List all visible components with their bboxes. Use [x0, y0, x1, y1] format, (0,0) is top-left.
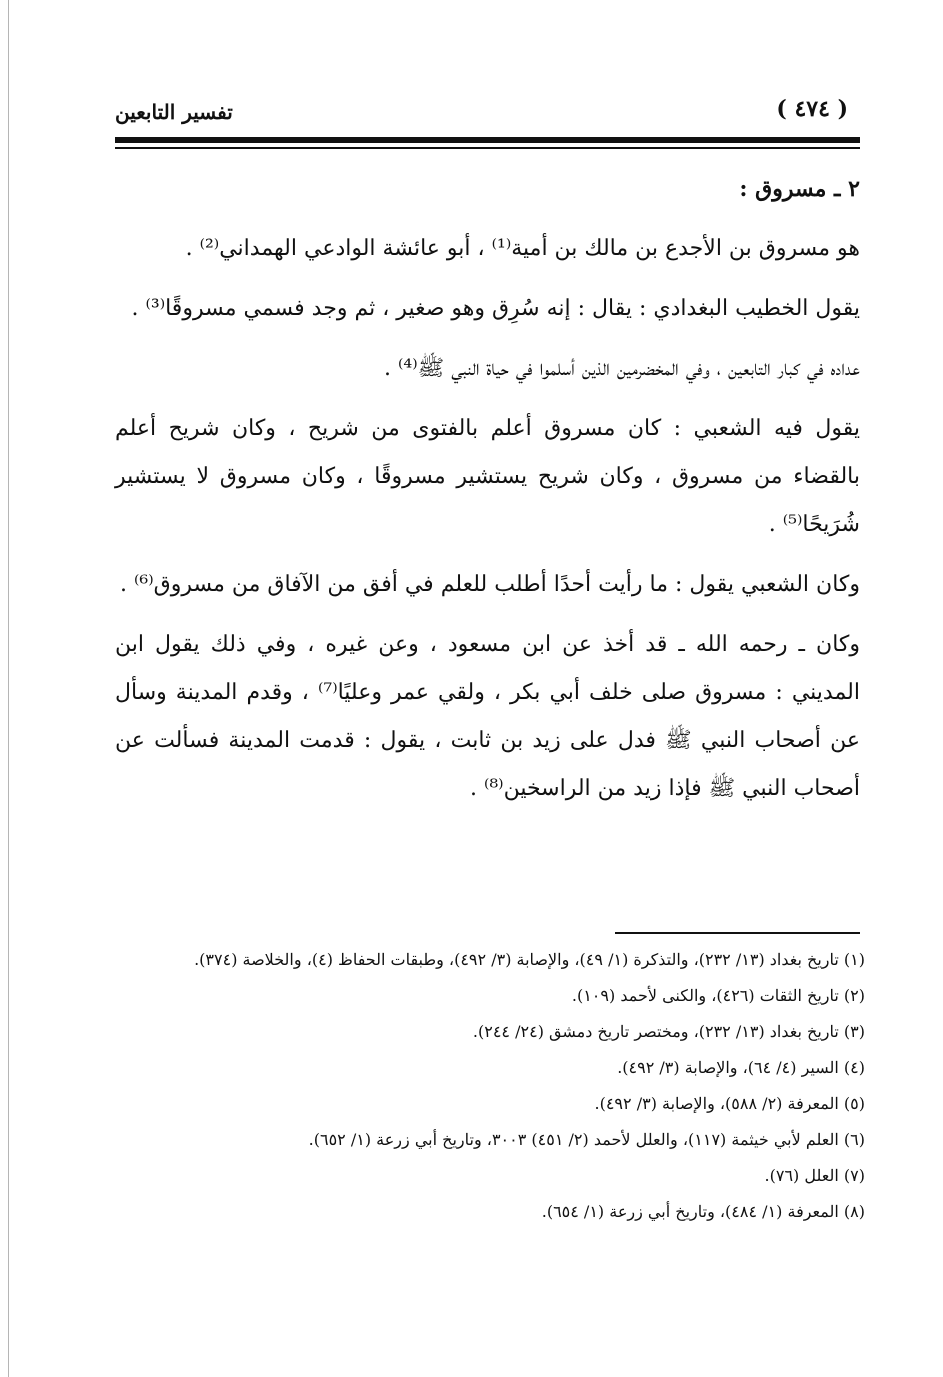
footnote-1: (١) تاريخ بغداد (١٣/ ٢٣٢)، والتذكرة (١/ ٤٩)، والإصابة (٣/ ٤٩٢)، وطبقات الحفاظ (٤)، والخلاصة (٣٧٤). — [194, 950, 865, 969]
paragraph-shabi-fatwa: يقول فيه الشعبي : كان مسروق أعلم بالفتوى من شريح ، وكان شريح أعلم بالقضاء من مسروق ، وكان شريح يستشير مسروقًا ، وكان مسروق لا يستشير شُرَيحًا⁽⁵⁾ . — [115, 416, 860, 537]
footnote-4: (٤) السير (٤/ ٦٤)، والإصابة (٣/ ٤٩٢). — [617, 1058, 865, 1077]
footnote-3: (٣) تاريخ بغداد (١٣/ ٢٣٢)، ومختصر تاريخ دمشق (٢٤/ ٢٤٤). — [472, 1022, 865, 1041]
running-header — [115, 96, 860, 136]
page-edge-line — [8, 0, 9, 1377]
page-number: ( ٤٧٤ ) — [776, 96, 848, 122]
header-rule-thin — [115, 147, 860, 149]
book-title: تفسير التابعين — [115, 100, 233, 124]
footnote-2: (٢) تاريخ الثقات (٤٢٦)، والكنى لأحمد (١٠٩). — [571, 986, 865, 1005]
paragraph-khatib: يقول الخطيب البغدادي : يقال : إنه سُرِق وهو صغير ، ثم وجد فسمي مسروقًا⁽³⁾ . — [131, 296, 860, 321]
footnote-5: (٥) المعرفة (٢/ ٥٨٨)، والإصابة (٣/ ٤٩٢). — [594, 1094, 865, 1113]
paragraph-teachers: وكان ـ رحمه الله ـ قد أخذ عن ابن مسعود ، وعن غيره ، وفي ذلك يقول ابن المديني : مسروق صلى خلف أبي بكر ، ولقي عمر وعليًا⁽⁷⁾ ، وقدم المدينة وسأل عن أصحاب النبي ﷺ فدل على زيد بن ثابت ، يقول : قدمت المدينة فسألت عن أصحاب النبي ﷺ فإذا زيد من الراسخين⁽⁸⁾ . — [115, 632, 860, 801]
footnote-6: (٦) العلم لأبي خيثمة (١١٧)، والعلل لأحمد (٢/ ٤٥١) ٣٠٠٣، وتاريخ أبي زرعة (١/ ٦٥٢). — [308, 1130, 865, 1149]
paragraph-status: عداده في كبار التابعين ، وفي المخضرمين الذين أسلموا في حياة النبي ﷺ⁽⁴⁾ . — [384, 356, 860, 381]
footnote-separator — [615, 932, 860, 934]
footnote-7: (٧) العلل (٧٦). — [764, 1166, 865, 1185]
main-text — [115, 165, 860, 825]
paragraph-shabi-seeker: وكان الشعبي يقول : ما رأيت أحدًا أطلب للعلم في أفق من الآفاق من مسروق⁽⁶⁾ . — [120, 572, 860, 597]
paragraph-lineage: هو مسروق بن الأجدع بن مالك بن أمية⁽¹⁾ ، أبو عائشة الوادعي الهمداني⁽²⁾ . — [185, 236, 860, 261]
header-rule-thick — [115, 137, 860, 143]
footnotes — [115, 942, 865, 1230]
section-heading: ٢ ـ مسروق : — [739, 176, 860, 202]
footnote-8: (٨) المعرفة (١/ ٤٨٤)، وتاريخ أبي زرعة (١/ ٦٥٤). — [541, 1202, 865, 1221]
